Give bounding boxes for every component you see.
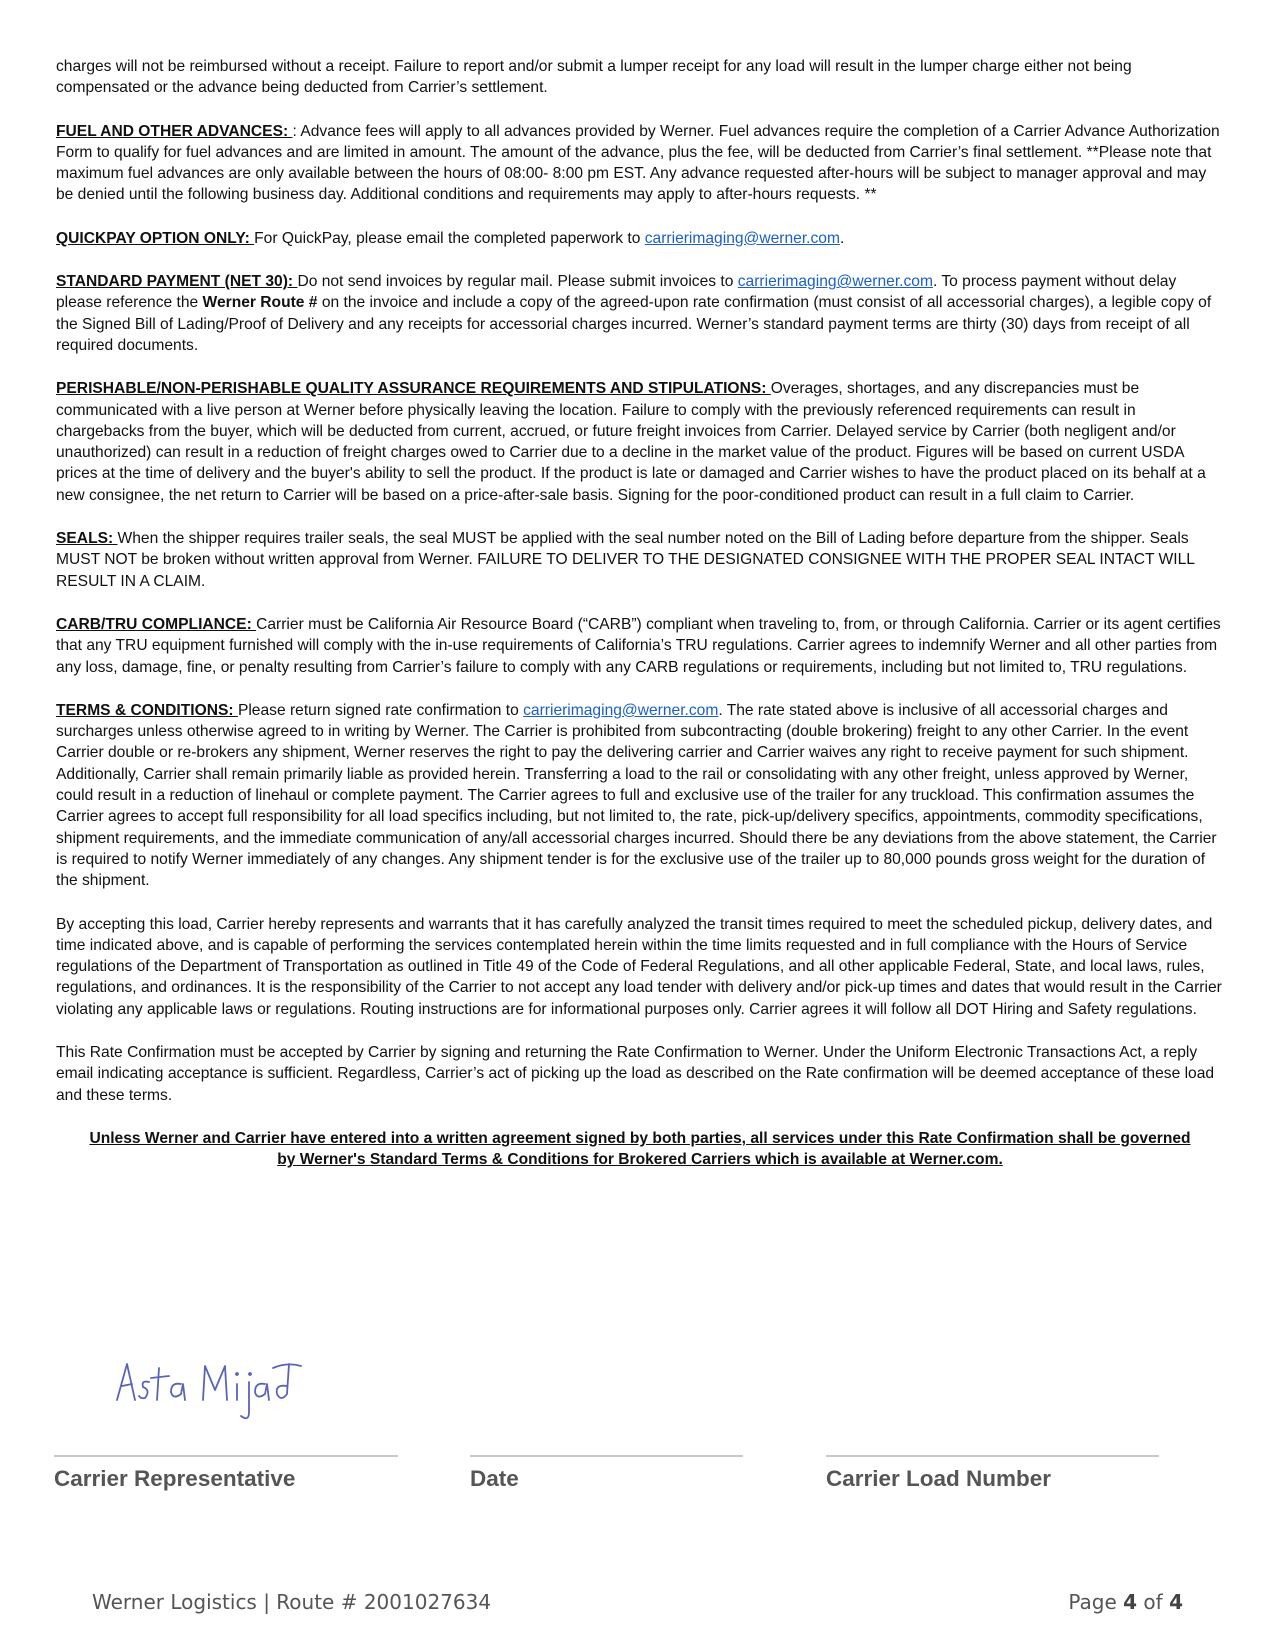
footer-page-number (1068, 1590, 1183, 1614)
signature-image (115, 1360, 315, 1440)
standard-terms-notice: Unless Werner and Carrier have entered into a written agreement signed by both parties, all services under this Rate Confirmation shall be governed by Werner's Standard Terms & Conditions for Brokered Carriers which is available at Werner.com. (89, 1129, 1191, 1169)
carb-heading: CARB/TRU COMPLIANCE: (56, 615, 257, 633)
quickpay-heading: QUICKPAY OPTION ONLY: (56, 229, 255, 247)
standard-payment-paragraph (56, 271, 1224, 356)
seals-paragraph (56, 528, 1224, 592)
load-number-line (826, 1455, 1159, 1457)
quickpay-paragraph (56, 228, 1224, 249)
standard-payment-text-2: . To process payment without delay please reference the (56, 273, 1177, 312)
seals-heading: SEALS: (56, 530, 118, 548)
seals-text: When the shipper requires trailer seals, the seal MUST be applied with the seal number noted on the Bill of Lading before departure from the shipper. Seals MUST NOT be broken without written approval from Werner. FAILURE TO DELIVER TO THE DESIGNATED CONSIGNEE WITH THE PROPER SEAL INTACT WILL RESULT IN A CLAIM. (56, 530, 1195, 590)
fuel-paragraph (56, 121, 1224, 206)
werner-route-label: Werner Route # (202, 294, 318, 312)
date-label: Date (470, 1466, 519, 1491)
terms-paragraph (56, 700, 1224, 892)
page-of: of (1137, 1590, 1170, 1614)
page-current: 4 (1123, 1590, 1138, 1614)
accepting-paragraph: By accepting this load, Carrier hereby represents and warrants that it has carefully analyzed the transit times required to meet the scheduled pickup, delivery dates, and time indicated above, and is capable of performing the services contemplated herein within the time limits requested and in full compliance with the Hours of Service regulations of the Department of Transportation as outlined in Title 49 of the Code of Federal Regulations, and all other applicable Federal, State, and local laws, rules, regulations, and ordinances. It is the responsibility of the Carrier to not accept any load tender with delivery and/or pick-up times and dates that would result in the Carrier violating any applicable laws or regulations. Routing instructions are for informational purposes only. Carrier agrees it will follow all DOT Hiring and Safety regulations. (56, 915, 1222, 1018)
standard-payment-text-3: on the invoice and include a copy of the agreed-upon rate confirmation (must consist of all accessorial charges), a legible copy of the Signed Bill of Lading/Proof of Delivery and any receipts for accessorial charges incurred. Werner’s standard payment terms are thirty (30) days from receipt of all required documents. (56, 294, 1212, 354)
carb-paragraph (56, 614, 1224, 678)
carrier-rep-signature-line (54, 1455, 398, 1457)
quickpay-email-link[interactable]: carrierimaging@werner.com (644, 229, 840, 247)
fuel-text: : Advance fees will apply to all advances provided by Werner. Fuel advances require the completion of a Carrier Advance Authorization Form to qualify for fuel advances and are limited in amount. The amount of the advance, plus the fee, will be deducted from Carrier’s final settlement. **Please note that maximum fuel advances are only available between the hours of 08:00- 8:00 pm EST. Any advance requested after-hours will be subject to manager approval and may be denied until the following business day. Additional conditions and requirements may apply to after-hours requests. ** (56, 122, 1220, 204)
carrier-rep-label: Carrier Representative (54, 1466, 296, 1491)
rate-confirmation-paragraph: This Rate Confirmation must be accepted by Carrier by signing and returning the Rate Confirmation to Werner. Under the Uniform Electronic Transactions Act, a reply email indicating acceptance is sufficient. Regardless, Carrier’s act of picking up the load as described on the Rate confirmation will be deemed acceptance of these load and these terms. (56, 1043, 1215, 1104)
quickpay-end: . (839, 229, 845, 247)
page-total: 4 (1169, 1590, 1183, 1614)
quickpay-text: For QuickPay, please email the completed paperwork to (254, 229, 645, 247)
perishable-text: Overages, shortages, and any discrepancies must be communicated with a live person at Werner before physically leaving the location. Failure to comply with the previously referenced requirements can result in chargebacks from the buyer, which will be deducted from current, accrued, or future freight invoices from Carrier. Delayed service by Carrier (both negligent and/or unauthorized) can result in a reduction of freight charges owed to Carrier due to a decline in the market value of the product. Figures will be based on current USDA prices at the time of delivery and the buyer's ability to sell the product. If the product is late or damaged and Carrier wishes to have the product placed on its behalf at a new consignee, the net return to Carrier will be based on a price-after-sale basis. Signing for the poor-conditioned product can result in a full claim to Carrier. (56, 380, 1206, 504)
standard-payment-text-1: Do not send invoices by regular mail. Please submit invoices to (297, 273, 738, 291)
terms-text-2: . The rate stated above is inclusive of all accessorial charges and surcharges unless otherwise agreed to in writing by Werner. The Carrier is prohibited from subcontracting (double brokering) freight to any other Carrier. In the event Carrier double or re-brokers any shipment, Werner reserves the right to pay the delivering carrier and Carrier waives any right to receive payment for such shipment. Additionally, Carrier shall remain primarily liable as provided herein. Transferring a load to the rail or consolidating with any other freight, unless approved by Werner, could result in a reduction of linehaul or complete payment. The Carrier agrees to full and exclusive use of the trailer for any truckload. This confirmation assumes the Carrier agrees to accept full responsibility for all load specifics including, but not limited to, the rate, pick-up/delivery specifics, appointments, commodity specifications, shipment requirements, and the immediate communication of any/all accessorial charges incurred. Should there be any deviations from the above statement, the Carrier is required to notify Werner immediately of any changes. Any shipment tender is for the exclusive use of the trailer up to 80,000 pounds gross weight for the duration of the shipment. (56, 701, 1217, 890)
lumper-paragraph (56, 56, 1224, 99)
lumper-text: charges will not be reimbursed without a receipt. Failure to report and/or submit a lumper receipt for any load will result in the lumper charge either not being compensated or the advance being deducted from Carrier’s settlement. (56, 58, 1132, 97)
carb-text: Carrier must be California Air Resource Board (“CARB”) compliant when traveling to, from, or through California. Carrier or its agent certifies that any TRU equipment furnished will comply with the in-use requirements of California’s TRU regulations. Carrier agrees to indemnify Werner and all other parties from any loss, damage, fine, or penalty resulting from Carrier’s failure to comply with any CARB regulations or requirements, including but not limited to, TRU regulations. (56, 615, 1221, 676)
standard-payment-email-link[interactable]: carrierimaging@werner.com (737, 273, 933, 291)
terms-email-link[interactable]: carrierimaging@werner.com (523, 701, 719, 719)
date-line (470, 1455, 743, 1457)
perishable-paragraph (56, 378, 1224, 506)
footer-route: Werner Logistics | Route # 2001027634 (92, 1590, 492, 1614)
load-number-label: Carrier Load Number (826, 1466, 1052, 1491)
terms-text-1: Please return signed rate confirmation to (237, 701, 524, 719)
standard-payment-heading: STANDARD PAYMENT (NET 30): (56, 273, 298, 291)
perishable-heading: PERISHABLE/NON-PERISHABLE QUALITY ASSURANCE REQUIREMENTS AND STIPULATIONS: (56, 380, 771, 398)
page-prefix: Page (1068, 1590, 1124, 1614)
document-body (56, 56, 1224, 1170)
fuel-heading: FUEL AND OTHER ADVANCES: (56, 122, 293, 140)
terms-heading: TERMS & CONDITIONS: (56, 701, 238, 719)
